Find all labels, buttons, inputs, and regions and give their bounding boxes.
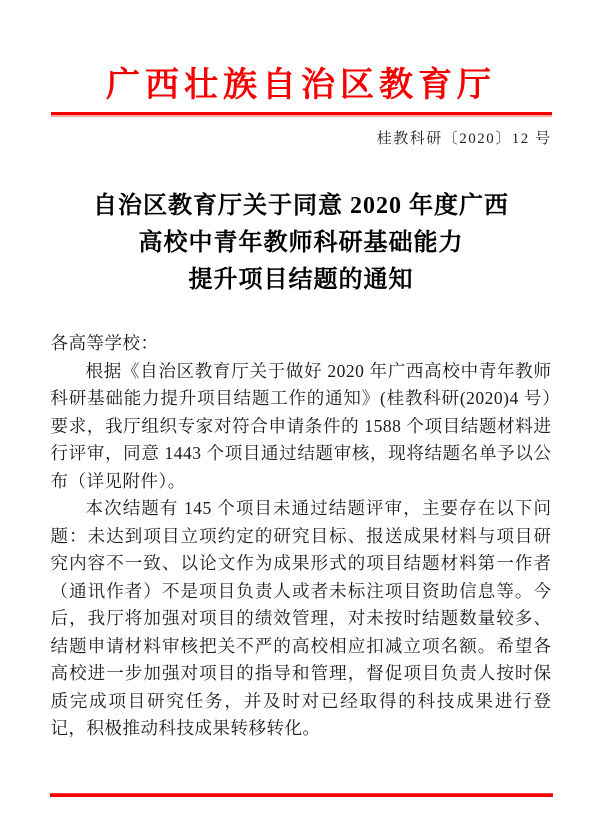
agency-name: 广西壮族自治区教育厅 xyxy=(106,67,496,104)
document-number: 桂教科研〔2020〕12 号 xyxy=(376,131,552,147)
footer-divider-rule xyxy=(50,793,553,797)
header-divider-rule xyxy=(51,112,552,117)
body-paragraph-2: 本次结题有 145 个项目未通过结题评审，主要存在以下问题：未达到项目立项约定的研究目标、报送成果材料与项目研究内容不一致、以论文作为成果形式的项目结题材料第一作者（通讯作者）不是项目负责人或者未标注项目资助信息等。今后，我厅将加强对项目的绩效管理，对未按时结题数量较多、结题申请材料审核把关不严的高校相应扣减立项名额。希望各高校进一步加强对项目的指导和管理，督促项目负责人按时保质完成项目研究任务，并及时对已经取得的科技成果进行登记，积极推动科技成果转移转化。 xyxy=(50,498,552,738)
document-title-line-1: 自治区教育厅关于同意 2020 年度广西 xyxy=(93,193,509,219)
document-header xyxy=(0,0,602,148)
document-title-line-2: 高校中青年教师科研基础能力 xyxy=(138,230,464,256)
salutation: 各高等学校： xyxy=(50,333,159,353)
body-paragraph-1: 根据《自治区教育厅关于做好 2020 年广西高校中青年教师科研基础能力提升项目结题工作的通知》(桂教科研(2020)4 号）要求，我厅组织专家对符合申请条件的 1588 个项目结题材料进行评审，同意 1443 个项目通过结题审核，现将结题名单予以公布（详见附件）。 xyxy=(50,360,552,491)
document-title-line-3: 提升项目结题的通知 xyxy=(188,267,414,293)
document-body xyxy=(51,330,552,743)
document-title xyxy=(0,188,602,299)
